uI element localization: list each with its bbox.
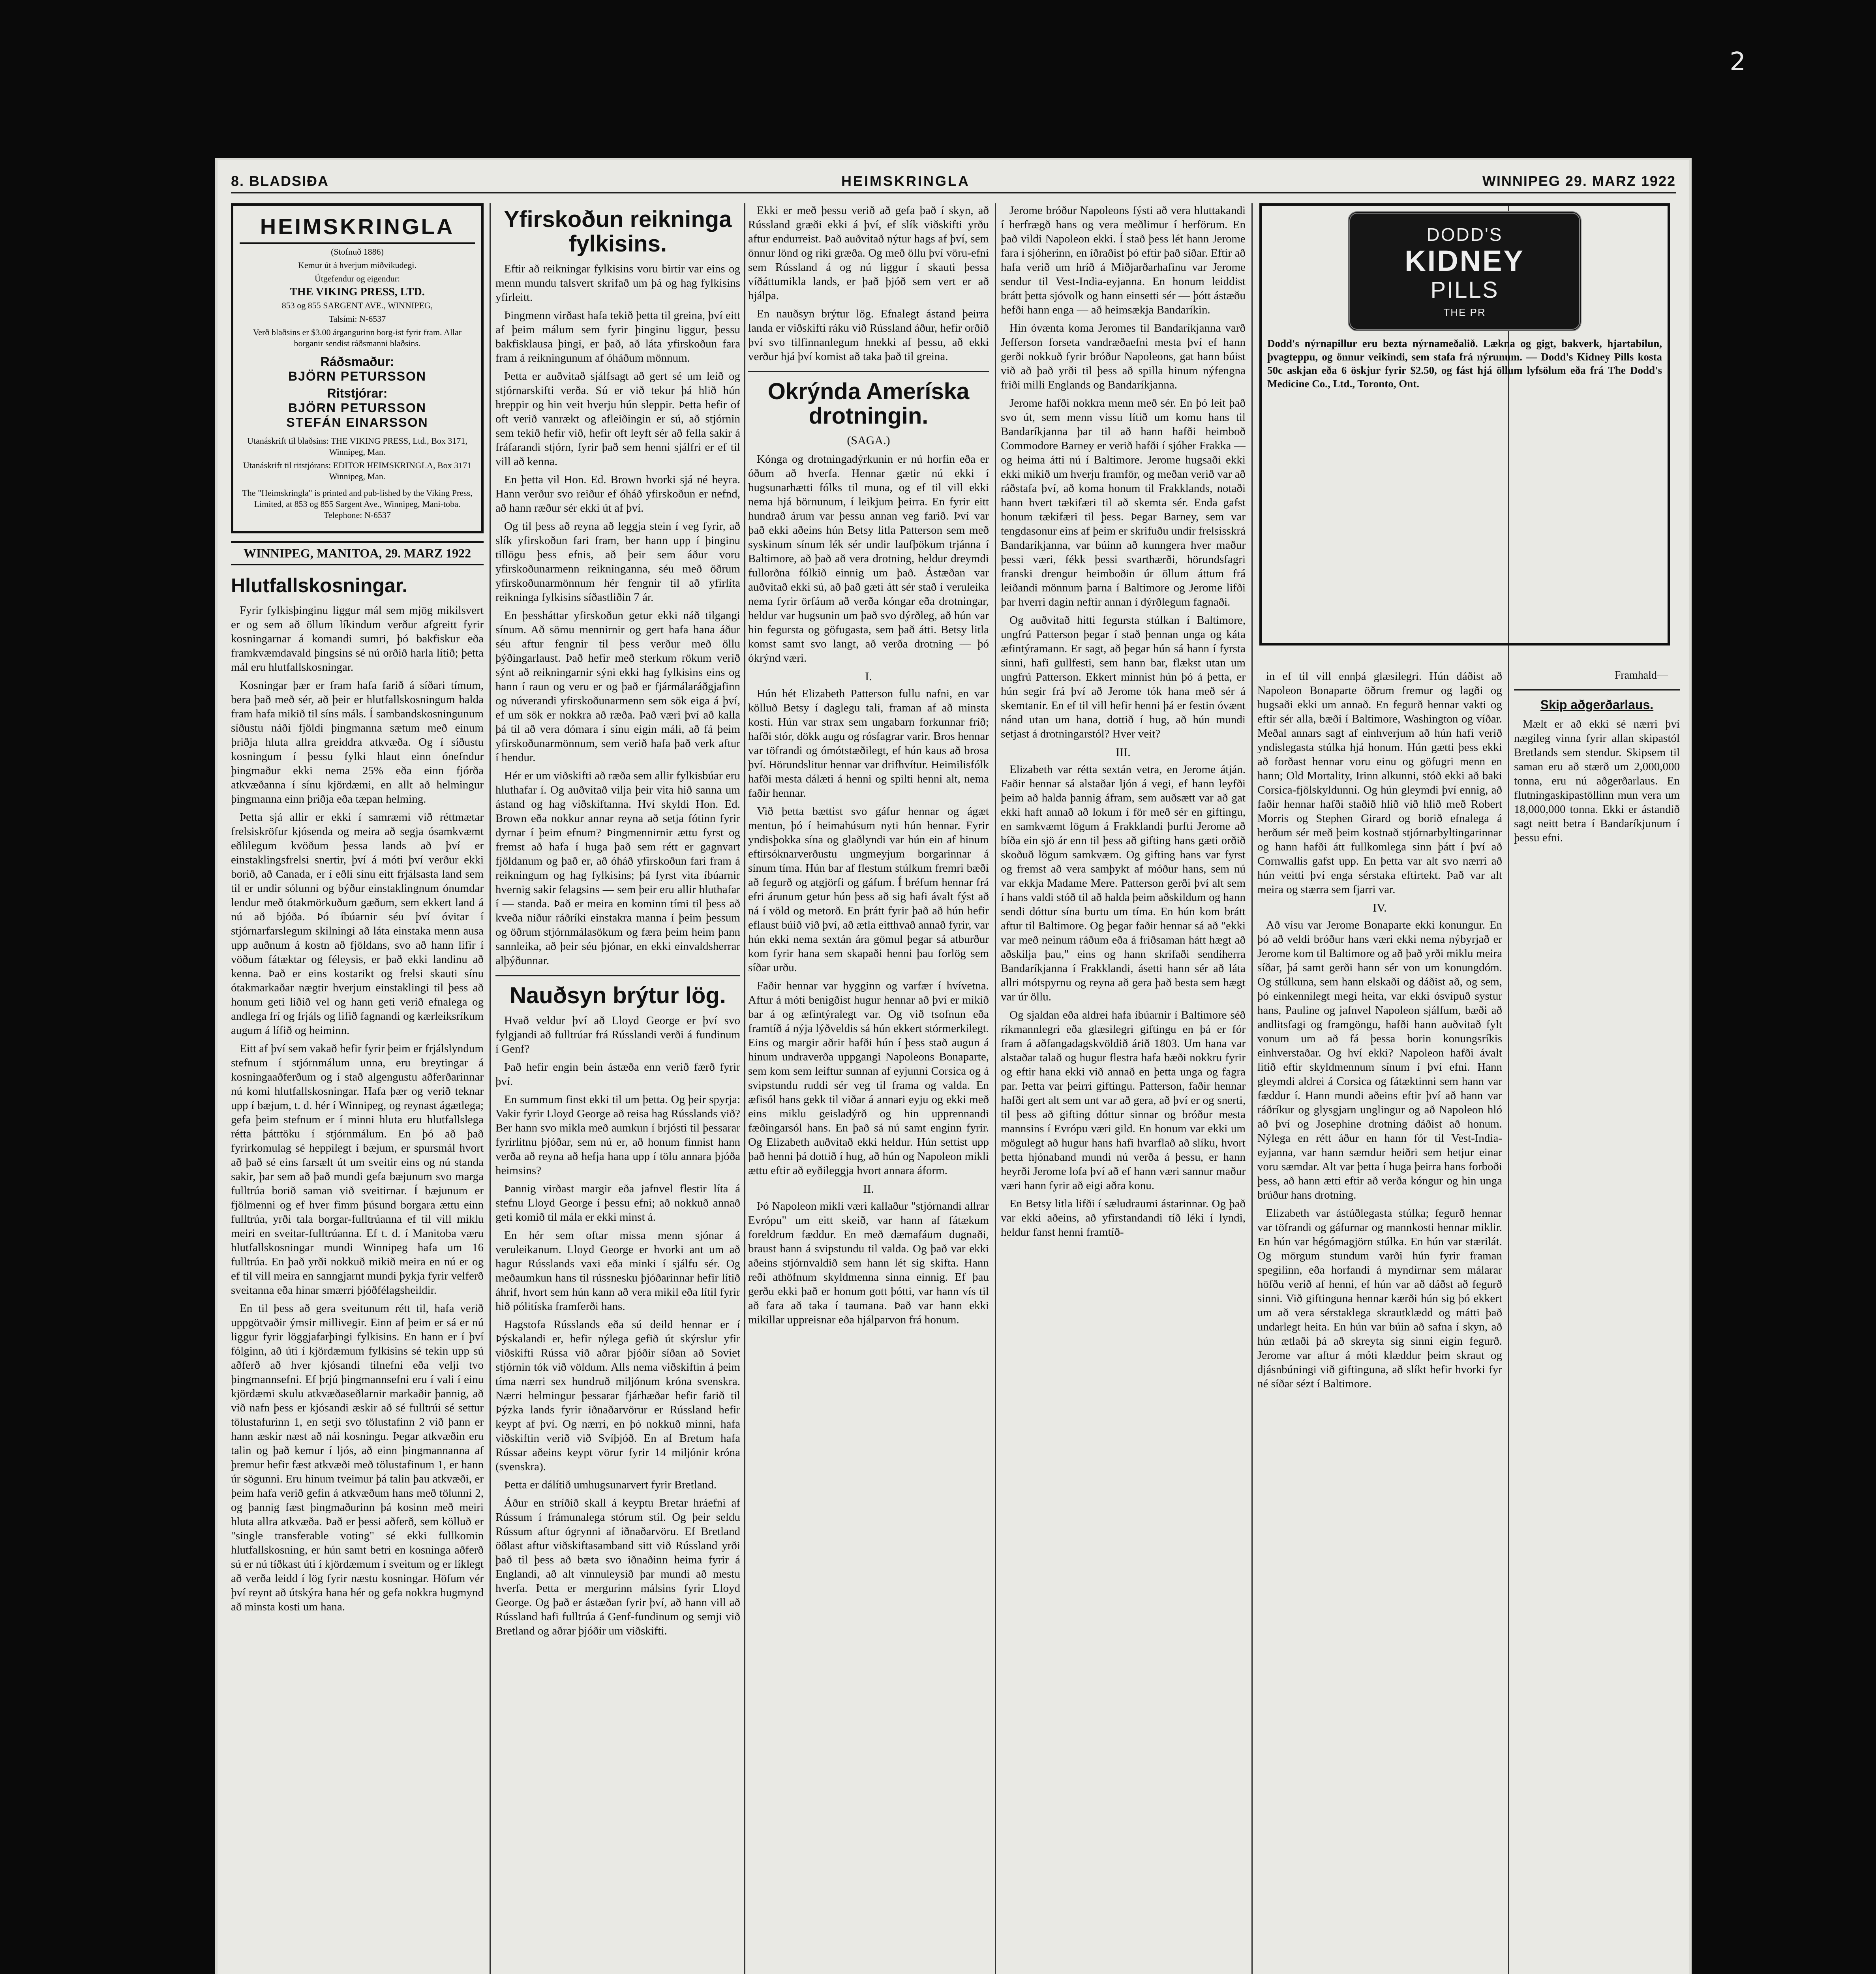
- paragraph: Faðir hennar var hygginn og varfær í hvívetna. Aftur á móti benigðist hugur hennar að því er mikið bar á og æfintýralegt var. Og við tsofnun eða framtíð á nýja lýðveldis sá hún ekkert stórmerkilegt. Eins og margir aðrir hafði hún í þess stað augun á hinum undraverða uppgangi Napoleons Bonaparte, sem kom sem leiftur sunnan af eyjunni Corsica og á svipstundu ruddi sér veg til frama og valda. En æfisól hans gekk til viðar á annari eyju og ekki með eins miklu geisladýrð og hin upprennandi fæðingarsól hans. En það sá nú samt enginn fyrir. Og Elizabeth auðvitað ekki heldur. Hún settist upp það henni þá dottið í hug, að hún og Napoleon mikli ættu eftir að eyðileggja hvort annara áform.: [748, 979, 989, 1177]
- paragraph: Ekki er með þessu verið að gefa það í skyn, að Rússland græði ekki á því, ef slík viðskifti yrðu aftur endurreist. Það auðvitað nýtur hags af því, sem önnur lönd og riki græða. Og með öllu því vöru-efni sem Rússland á og nú liggur í skauti þessa víðáttumikla lands, er það þjóð sem vert er að hjálpa.: [748, 204, 989, 302]
- masthead-line1: Kemur út á hverjum miðvikudegi.: [298, 260, 416, 270]
- paragraph: Jerome hafði nokkra menn með sér. En þó leit það svo út, sem menn vissu lítið um komu hans til Bandaríkjanna þar til að hann hafði heimboð Commodore Barney er verið hafði í sjóher Frakka — og heima átti nú í Baltimore. Jerome hugsaði ekki ekki mikið um hverju framför, og meðan verið var að ráðstafa því, að koma honum til Frakklands, notaði hann hvert tækifæri til að skemta sér. Enda gafst honum tækifæri til þess. Þegar Barney, sem var tengdasonur eins af þeim er skrifuðu undir frelsisskrá Bandaríkjanna, var búinn að kunngera hver maður þessi væri, fékk þessi svarthærði, hörundsfagri franski drengur heimboðin úr öllum áttum frá leiðandi mönnum þarna í Baltimore og Jerome lifði þar hverri dagin neftir annan í dýrðlegum fagnaði.: [1001, 397, 1246, 608]
- column-2: [495, 203, 740, 1974]
- paragraph: Fyrir fylkisþinginu liggur mál sem mjög mikilsvert er og sem að öllum líkindum verður afgreitt fyrir kosningarnar á komandi sumri, þó bakfiskur eða framkvæmdavald þingsins sé nú orðið harla lítið; þetta mál eru hlutfallskosningar.: [231, 604, 484, 674]
- paragraph: Mælt er að ekki sé nærri því nægileg vinna fyrir allan skipastól Bretlands sem stendur. Skipsem til saman eru að stærð um 2,000,000 tonna, eru nú aðgerðarlaus. En flutningaskipastöllinn mun vera um 18,000,000 tonna. Ekki er ástandið sagt neitt betra í Bandaríkjunum í þessu efni.: [1514, 718, 1680, 844]
- section-number: II.: [863, 1182, 874, 1195]
- masthead-printed: The "Heimskringla" is printed and pub-lished by the Viking Press, Limited, at 853 og 855 Sargent Ave., Winnipeg, Mani-toba. Telephone: N-6537: [242, 488, 473, 520]
- paragraph: En Betsy litla lifði í sæludraumi ástarinnar. Og það var ekki aðeins, að yfirstandandi tíð léki í lyndi, heldur fanst henni framtíð-: [1001, 1197, 1246, 1238]
- continued-note: Framhald—: [1614, 669, 1668, 681]
- article-subtitle: (SAGA.): [847, 434, 890, 447]
- pill-brand: THE PR: [1443, 306, 1486, 318]
- masthead-company: THE VIKING PRESS, LTD.: [290, 286, 425, 298]
- paragraph: Að vísu var Jerome Bonaparte ekki konungur. En þó að veldi bróður hans væri ekki nema nýbyrjað er Jerome kom til Baltimore og að það yrði miklu meira síðar, þá samt gerði hann sér von um konungdóm. Og stúlkuna, sem hann elskaði og dáðist að, og sem, þó einkennilegt megi heita, var ekki ósvipuð systur hans, Pauline og jafnvel Napoleon sjálfum, bæði að andlitsfagi og framgöngu, hafði hann auðvitað fylt vonum um að fá þessa borin konungsríkis einhverstaðar. Og hví ekki? Napoleon hafði ávalt litið eftir skyldmennum sínum í því efni. Hann gleymdi aldrei á Corsica og fátæktinni sem hann var fæddur í. Hann mundi aðeins eftir því að hann var ráðríkur og glysgjarn unglingur og að Napoleon hló að því og Josephine drotning dáðist að honum. Nýlega en rétt áður en hann fór til Vest-India-eyjanna, var hann sæmdur heiðri sem hetjur einar voru sæmdar. Alt var þetta í huga þeirra hans forboði þess, að hann ætti eftir að verða kóngur og hin unga brúður hans drotning.: [1257, 919, 1502, 1201]
- dateline: WINNIPEG, MANITOA, 29. MARZ 1922: [231, 541, 484, 565]
- divider: [748, 371, 989, 372]
- pill-box-image: [1348, 211, 1581, 331]
- masthead-role-editors: Ritstjórar:: [327, 386, 388, 400]
- column-4: [1001, 203, 1246, 1974]
- section-number: IV.: [1373, 901, 1387, 914]
- paragraph: Þetta er dálítið umhugsunarvert fyrir Bretland.: [504, 1479, 717, 1491]
- paragraph: En til þess að gera sveitunum rétt til, hafa verið uppgötvaðir ýmsir millivegir. Einn af þeim er sá er nú liggur fyrir löggjafarþingi fylkisins. En hann er í því fólginn, að úti í kjördæmum fylkisins sé tekin upp sú aðferð að hver kjósandi tilnefni eða velji tvo þingmannsefni. Ef þrjú þingmannsefni eru í vali í einu kjördæmi skulu atkvæðaseðlarnir markaðir þannig, að við nafn þess er kjósandi æskir að sé fulltrúi sé settur tölustafurinn 1, en setji svo tölustafinn 2 við þann er hann æskir næst að nái kosningu. Þegar atkvæðin eru talin og það kemur í ljós, að einn þingmannanna af þremur hefir fæst atkvæði með tölustafinum 1, er hann úr sögunni. Eru hinum tveimur þá talin þau atkvæði, er þeim hafa verið gefin á atkvæðum hans með tölunni 2, og þannig fæst þingmaðurinn þá kosinn með meiri hluta allra atkvæða. Það er þessi aðferð, sem kölluð er "single transferable voting" sé ekki fullkomin hlutfallskosning, er hún samt betri en kosninga aðferð sú er nú tíðkast úti í kjördæmum í sveitum og er líklegt að verða leidd í lög fyrir næstu kosningar. Höfum vér því reynt að útskýra hana hér og gefa nokkra hugmynd að minsta kosti um hana.: [231, 1302, 484, 1613]
- paragraph: En þessháttar yfirskoðun getur ekki náð tilgangi sínum. Að sömu mennirnir og gert hafa hana áður séu aftur fengnir til þess verður með öllu þýðingarlaust. Það hefir með sterkum rökum verið sýnt að reikningarnir sýni ekki hag fylkisins eins og hann í raun og veru er og það er fjármálaráðgjafinn og núverandi yfirskoðunarmenn sem sök eiga á því, ef um sök er nokkra að ræða. Það væri því að kalla þá til að vera dómara í sínu eigin máli, að fá þeim yfirskoðunarmönnum, sem verið hafa það verk aftur í hendur.: [495, 609, 740, 764]
- divider: [495, 975, 740, 976]
- notice-title: Skip aðgerðarlaus.: [1540, 698, 1654, 712]
- masthead-manager: BJÖRN PETURSSON: [288, 369, 427, 383]
- pill-brand: DODD'S: [1426, 224, 1503, 245]
- section-number: I.: [865, 670, 872, 683]
- paragraph: Kónga og drotningadýrkunin er nú horfin eða er óðum að hverfa. Hennar gætir nú ekki í hugsunarhætti fólks til muna, og ef til vill ekki nema hjá börnunum, í leikjum þeirra. En fyrir eitt hundrað árum var þessu annan veg farið. Því var það ekki aðeins hún Betsy litla Patterson sem með syskinum sínum lék sér undir laufþökum trjánna í Baltimore, að það að vera drotning, heldur dreymdi fullorðna fólkið einnig um það. Ástæðan var auðvitað ekki sú, að það gæti átt sér stað í veruleika nema fyrir örfáum að verða kóngar eða drotningar, heldur var hugsunin um það svo dýrðleg, að hún var hin fegursta og göfugasta, sem það átti. Betsy litla komst samt svo langt, að verða drotning — þó ókrýnd væri.: [748, 453, 989, 664]
- masthead-phone: Talsími: N-6537: [328, 314, 386, 324]
- paragraph: Og auðvitað hitti fegursta stúlkan í Baltimore, ungfrú Patterson þegar í stað þennan unga og káta æfintýramann. Er sagt, að þegar hún sá hann í fyrsta sinni, hafi gullfesti, sem hann bar, flækst utan um ungfrú Patterson. Ekkert minnist hún þó á þetta, er hún segir frá því að Jerome tók hana með sér á skemtanir. En ef til vill hefir henni þá er festin óvænt nánd utan um hana, dottið í hug, að hún mundi setjast á drotningarstól? Hver veit?: [1001, 614, 1246, 740]
- ad-text: Dodd's nýrnapillur eru bezta nýrnameðalið. Lækna og gigt, bakverk, hjartabilun, þvagteppu, og önnur veikindi, sem stafa frá nýrunum. — Dodd's Kidney Pills kosta 50c askjan eða 6 öskjur fyrir $2.50, og fást hjá öllum lyfsölum eða frá The Dodd's Medicine Co., Ltd., Toronto, Ont.: [1267, 338, 1662, 390]
- article-title: Yfirskoðun reikninga fylkisins.: [504, 206, 732, 257]
- page-header: [231, 170, 1676, 193]
- paragraph: Það hefir engin bein ástæða enn verið færð fyrir því.: [495, 1061, 740, 1088]
- paragraph: Kosningar þær er fram hafa farið á síðari tímum, bera það með sér, að þeir er hlutfallskosningum halda fram hafa mikið til síns máls. Í sambandskosningunum síðustu náði fjöldi þingmanna sætum með einum þriðja hluta allra greiddra atkvæða. Og í síðustu kosningum í þessu fylki hlaut einn ónefndur þingmaður ekki nema 25% eða einn fjórða atkvæðanna í sínu kjördæmi, en allt að helmingur þingmanna einn þriðja eða tæpan helming.: [231, 679, 484, 805]
- paper-title: HEIMSKRINGLA: [841, 173, 970, 189]
- masthead-line2: Útgefendur og eigendur:: [314, 274, 400, 283]
- column-rule: [490, 203, 491, 1974]
- paragraph: En nauðsyn brýtur lög. Efnalegt ástand þeirra landa er viðskifti ráku við Rússland áður, hefir orðið því svo tilfinnanlegum hnekki af þessu, að ekki verður hjá því komist að taka það til greina.: [748, 308, 989, 363]
- masthead: [231, 203, 484, 533]
- dodds-kidney-pills-ad: [1259, 203, 1670, 645]
- article-title: Hlutfallskosningar.: [231, 574, 408, 597]
- divider: [1514, 689, 1680, 691]
- paragraph: Þetta er auðvitað sjálfsagt að gert sé um leið og stjórnarskifti verða. Sú er við tekur þá hlið hún hreppir og hin veit hverju hún sleppir. Þetta hefir of oft verið vanrækt og afleiðingin er sú, að stjórnin sem tekið hefir við, hefir oft leyft sér að fella sakir á fráfarandi stjórn, fyrir það sem henni sjálfri er ef til vill að kenna.: [495, 370, 740, 468]
- paragraph: Þannig virðast margir eða jafnvel flestir líta á stefnu Lloyd George í þessu efni; að nokkuð annað geti komið til mála er ekki minst á.: [495, 1182, 740, 1223]
- column-rule: [1251, 203, 1253, 1974]
- masthead-address: 853 og 855 SARGENT AVE., WINNIPEG,: [281, 300, 433, 310]
- masthead-role-manager: Ráðsmaður:: [320, 355, 394, 369]
- paragraph: En þetta vil Hon. Ed. Brown hvorki sjá né heyra. Hann verður svo reiður ef óháð yfirskoðun er nefnd, að hann ræður sér ekki út af því.: [495, 473, 740, 514]
- frame-number: 2: [1730, 47, 1746, 77]
- paragraph: Elizabeth var ástúðlegasta stúlka; fegurð hennar var töfrandi og gáfurnar og mannkosti hennar miklir. En hún var hégómagjörn stúlka. En hún var stærilát. Og mörgum stundum varði hún fyrir framan spegilinn, eða horfandi á myndirnar sem málarar höfðu verið af henni, ef hún var að dáðst að fegurð sinni. Við giftinguna hennar kærði hún sig þó ekkert um að vera sérstaklega skrautklædd og mátti það undarlegt heita. En hún var búin að safna í skyn, að hún ætlaði þá að skreyta sig sinni eigin fegurð. Jerome var aftur á móti klæddur þeim skraut og djásnbúningi við giftinguna, að slíkt hefir hvorki fyr né síðar sézt í Baltimore.: [1257, 1207, 1502, 1390]
- newspaper-page: [215, 158, 1692, 1974]
- masthead-contact: Utanáskrift til blaðsins: THE VIKING PRESS, Ltd., Box 3171, Winnipeg, Man.: [247, 436, 467, 457]
- pill-brand: PILLS: [1430, 277, 1499, 303]
- paragraph: Þetta sjá allir er ekki í samræmi við réttmætar frelsiskröfur kjósenda og meira að segja ósamkvæmt eðlilegum kvöðum þessa lands að því er einstaklingsfrelsi snertir, því á móti því verður ekki borið, að Canada, er í eðli sínu eitt frjálsasta land sem til er undir sólunni og býður einstaklingnum ónumdar lendur með ótakmörkuðum gæðum, sem ekkert land á nú að bjóða. Þó íbúarnir séu því óvitar í stjórnarfarslegum skilningi að láta einstaka menn ausa upp auðnum á kostn að fjöldans, svo að hann lifir í vöðum fátæktar og féleysis, er það ekki landinu að kenna. Það er eins kostarikt og frelsi skauti sínu ótakmarkaðar nægtir hverjum einstaklingi til þess að honum geti liðið vel og hann geti verið efnalega og andlega frí og frjáls og lifið fagnandi og kærleiksríkum augum á lífið og heiminn.: [231, 811, 484, 1037]
- paragraph: in ef til vill ennþá glæsilegri. Hún dáðist að Napoleon Bonaparte öðrum fremur og lagði og hugsaði ekki um annað. En fegurð hennar vakti og eftir sér alla, bæði í Baltimore, Washington og víðar. Meðal annars sagt af einhverjum að hún hafi verið yndislegasta stúlka hjá honum. Hún gætti þess ekki að forðast hennar voru einu og göfugri menn en hann; Old Mortality, Irinn alkunni, stóð ekki að baki Corsica-fjölskyldunni. Og hún gleymdi því ennig, að faðir hennar hafði staðið hlið við hlið með Robert Morris og Stephen Girard og borið efnalega á herðum sér með þeim kostnað stjórnarbyltingarinnar og hann hafði átt fullkomlega sinn þátt í því að Cornwallis gafst upp. En þetta var alt svo nærri að hún veitti því enga sérstaka eftirtekt. Það var alt meira og stærra sem fjarri var.: [1257, 670, 1502, 896]
- paragraph: Hún hét Elizabeth Patterson fullu nafni, en var kölluð Betsy í daglegu tali, framan af að minsta kosti. Hún var strax sem ungabarn forkunnar fríð; hafði stór, dökk augu og rósfagrar varir. Bros hennar var töfrandi og ómótstæðilegt, ef hún kaus að brosa því. Hörundslitur hennar var drifhvítur. Heimilisfólk hafði mesta dálæti á henni og spilti henni alt, nema faðir hennar.: [748, 687, 989, 799]
- paragraph: Jerome bróður Napoleons fýsti að vera hluttakandi í herfrægð hans og vera meðlimur í herförum. En það vildi Napoleon ekki. Í stað þess lét hann Jerome fara í sjóherinn, en íðraðist þó eftir það síðar. Eftir að hafa verið um hríð á Miðjarðarhafinu var Jerome sendur til Vest-India-eyjanna. En honum leiddist brátt þetta sjóvolk og hann einsetti sér — þótt ástæðu hefði hann enga — að heimsækja Bandaríkin.: [1001, 204, 1246, 316]
- masthead-founded: (Stofnuð 1886): [331, 247, 384, 257]
- paragraph: Áður en stríðið skall á keyptu Bretar hráefni af Rússum í frámunalega stórum stíl. Og þeir seldu Rússum aftur ógrynni af iðnaðarvöru. Ef Bretland öðlast aftur viðskiftasamband sitt við Rússland yrði það til þess að bæta svo iðnaðinn heima fyrir á Englandi, að alt vinnuleysið þar mundi að mestu hverfa. Þetta er mergurinn málsins fyrir Lloyd George. Og það er ástæðan fyrir því, að hann vill að Rússland hafi fulltrúa á Genf-fundinum og semji við Bretland og aðrar þjóðir um viðskifti.: [495, 1497, 740, 1637]
- paragraph: Þó Napoleon mikli væri kallaður "stjórnandi allrar Evrópu" um eitt skeið, var hann af fátækum foreldrum fæddur. En með dæmafáum dugnaði, braust hann á svipstundu til valda. Og það var ekki aðeins stjórnvaldið sem hann lét sig skifta. Hann reði athöfnum skyldmenna sinna einnig. Ef þau gerðu ekki það er honum gott þótti, var hann vís til að fara að taka í taumana. Það var hann ekki mikillar uppreisnar eða hjálparvon frá honum.: [748, 1200, 989, 1326]
- paragraph: Hvað veldur því að Lloyd George er því svo fylgjandi að fulltrúar frá Rússlandi verði á fundinum í Genf?: [495, 1014, 740, 1055]
- paragraph: Og til þess að reyna að leggja stein í veg fyrir, að slík yfirskoðun fari fram, ber hann upp í þinginu tillögu þess efnis, að þeir sem áður voru yfirskoðunarmenn reikninganna, séu með öðrum yfirskoðunarmönnum hér fengnir til að yfirlíta reikninga fylkisins síðastliðin 7 ár.: [495, 520, 740, 604]
- column-3: [748, 203, 989, 1974]
- masthead-price: Verð blaðsins er $3.00 árgangurinn borg-ist fyrir fram. Allar borganir sendist ráðsmanni blaðsins.: [253, 327, 462, 348]
- article-title: Nauðsyn brýtur lög.: [510, 983, 726, 1008]
- article-title: Okrýnda Ameríska drotningin.: [767, 379, 970, 429]
- column-rule: [995, 203, 996, 1974]
- pill-brand: KIDNEY: [1405, 244, 1525, 277]
- column-rule: [744, 203, 745, 1974]
- paragraph: Hér er um viðskifti að ræða sem allir fylkisbúar eru hluthafar í. Og auðvitað vilja þeir vita hið sanna um ástand og hag viðskiftanna. Hví skyldi Hon. Ed. Brown eða nokkur annar reyna að setja fótinn fyrir dyrnar í þeim efnum? Þingmennirnir ættu fyrst og fremst að hafa í huga það sem rétt er gagnvart fjöldanum og það er, að óháð yfirskoðun fari fram á reikningum og hag fylkisins; þá fyrst vita íbúarnir hvernig sakir felagsins — sem þeir eru allir hluthafar í — standa. Það er meira en kominn tími til þess að kveða niður ráðríki einstakra manna í þeim þessum og öðrum stjórnmálasökum og færa þeim heim þann sannleika, að þeir séu þjónar, en ekki einvaldsherrar alþýðunnar.: [495, 769, 740, 967]
- paragraph: Þingmenn virðast hafa tekið þetta til greina, því eitt af þeim málum sem fyrir þinginu liggur, þessu bakfisklausa þingi, er það, að láta yfirskoðun fara fram á reikningunum af óháðum mönnum.: [495, 309, 740, 364]
- page-number: 8. BLADSIÐA: [231, 173, 329, 189]
- paragraph: En summum finst ekki til um þetta. Og þeir spyrja: Vakir fyrir Lloyd George að reisa hag Rússlands við? Ber hann svo mikla með aumkun í brjósti til þessarar fyrirlitnu þjóðar, sem nú er, að honum finnist hann verða að reyna að hefja hana upp í tölu annara þjóða heimsins?: [495, 1093, 740, 1177]
- paragraph: En hér sem oftar missa menn sjónar á veruleikanum. Lloyd George er hvorki ant um að hagur Rússlands vaxi eða minki í sjálfu sér. Og meðaumkun hans til rússnesku þjóðarinnar hefir lítið áhrif, hvort sem hún kann að vera mikil eða lítil fyrir hið pólitíska framferði hans.: [495, 1229, 740, 1313]
- column-1: [231, 203, 484, 1974]
- masthead-editor: STEFÁN EINARSSON: [286, 415, 428, 430]
- paragraph: Eftir að reikningar fylkisins voru birtir var eins og menn mundu talsvert skrifað um þá og hag fylkisins yfirleitt.: [495, 263, 740, 304]
- paragraph: Og sjaldan eða aldrei hafa íbúarnir í Baltimore séð ríkmannlegri eða glæsilegri giftingu en þá er fór fram á aðfangadagskvöldið árið 1803. Um hana var alstaðar talað og hugur flestra hafa bæði nokkru fyrir og eftir hana ekki við annað en þetta unga og fagra par. Þetta var þeirri giftingu. Patterson, faðir hennar hafði gert alt sem unt var að gera, að því er og snerti, til þess að gifting dóttur sinnar og bróður mesta mannsins í Evrópu væri gild. En honum var ekki um mögulegt að hugur hans hafi hvarflað að slíku, hvort þetta hjónaband mundi nú verða á þessu, er hann heyrði Jerome lofa því að ef hann væri sannur maður væri hann fyrir að eigi aðra konu.: [1001, 1009, 1246, 1192]
- paragraph: Hagstofa Rússlands eða sú deild hennar er í Þýskalandi er, hefir nýlega gefið út skýrslur yfir viðskifti Rússa við aðrar þjóðir síðan að Soviet stjórnin tók við völdum. Alls nema viðskiftin á þeim tíma nærri sex hundruð miljónum króna svenskra. Nærri helmingur þessarar fjárhæðar hefir farið til Þýzka lands fyrir iðnaðarvörur er Rússland hefir keypt af því. Og nærri, en þó nokkuð minni, hafa viðskiftin verið við Svíþjóð. En af Bretum hafa Rússar aðeins keypt vörur fyrir 14 miljónir króna (svenskra).: [495, 1318, 740, 1473]
- paragraph: Við þetta bættist svo gáfur hennar og ágæt mentun, þó í heimahúsum nyti hún hennar. Fyrir yndisþokka sína og glaðlyndi var hún ein af hinum eftirsóknarverðustu ungmeyjum borgarinnar á sínum tíma. Hún bar af flestum stúlkum fremri bæði að fegurð og atgjörfi og gáfum. Í bréfum hennar frá efri árunum getur hún þess að sig hafi ávalt fýst að ná í völd og metorð. En þrátt fyrir það að hún hefir eflaust búið við því, að ætla eitthvað annað fyrir, var hún ekki nema sextán ára gömul þegar sá atburður kom fyrir hana sem skapaði henni þau forlög sem síðar urðu.: [748, 805, 989, 974]
- masthead-name: HEIMSKRINGLA: [240, 214, 475, 244]
- paragraph: Eitt af því sem vakað hefir fyrir þeim er frjálslyndum stefnum í stjórnmálum unna, eru breytingar á kosningaaðferðum og í stað algengustu aðferðarinnar nú komi hlutfallskosningar. Hafa þær og verið teknar upp í bæjum, t. d. hér í Winnipeg, og reynast ágætlega; gefa þeim stefnum er í minni hluta eru hlutfallslega rétta þátttöku í stjórnmálum. En þó að það fyrirkomulag sé heppilegt í bæjum, er spursmál hvort að það sé eins farsælt út um sveitir eins og nú standa sakir, þar sem að það mundi gefa bæjunum svo marga fulltrúa borið saman við sveitirnar. Í bæjunum er fjölmenni og ef hver fimm þúsund borgara ættu einn fulltrúa, yrði tala borgar-fulltrúanna ef til vill miklu meiri en sveitar-fulltrúanna. Ef t. d. í Manitoba væru hlutfallskosningar mundi Winnipeg hafa um 16 fulltrúa. En það yrði nokkuð mikið meira en nú er og ef til vill meira en sanngjarnt mundi þykja fyrir velferð sveitanna eða hinar smærri þjóðfélagsheildir.: [231, 1042, 484, 1297]
- paragraph: Hin óvænta koma Jeromes til Bandaríkjanna varð Jefferson forseta vandræðaefni mesta því ef hann gerði nokkuð fyrir bróður Napoleons, gat hann búist við að það yrði til þess að spilla hinum nýfengna friði milli Englands og Bandaríkjanna.: [1001, 322, 1246, 391]
- page-date: WINNIPEG 29. MARZ 1922: [1482, 173, 1676, 189]
- paragraph: Elizabeth var rétta sextán vetra, en Jerome átján. Faðir hennar sá alstaðar ljón á vegi, ef hann leyfði þeim að halda þannig áfram, sem auðsætt var að gat ekki haft annað að lokum í för með sér en giftingu, en samkvæmt lögum á Frakklandi þurfti Jerome að bíða ein sjö ár enn til þess að gifting hans gæti orðið skoðuð lögum samkvæm. Og gifting hans var fyrst og fremst að vera samþykt af móður hans, sem nú var ekkja Madame Mere. Patterson gerði því alt sem í hans valdi stóð til að halda þeim aðskildum og hann sendi dóttur sína burtu um tíma. En hún kom brátt aftur til Baltimore. Og þegar faðir hennar sá að "ekki var með neinum ráðum eða á friðsaman hátt hægt að aðskilja þau," eins og hann skrifaði sendiherra Bandaríkjanna í Frakklandi, ásetti hann sér að láta allri mótspyrnu og reyna að gera það besta sem hægt var úr öllu.: [1001, 763, 1246, 1003]
- masthead-contact: Utanáskrift til ritstjórans: EDITOR HEIMSKRINGLA, Box 3171 Winnipeg, Man.: [243, 460, 472, 481]
- masthead-editor: BJÖRN PETURSSON: [288, 401, 427, 415]
- section-number: III.: [1116, 746, 1131, 759]
